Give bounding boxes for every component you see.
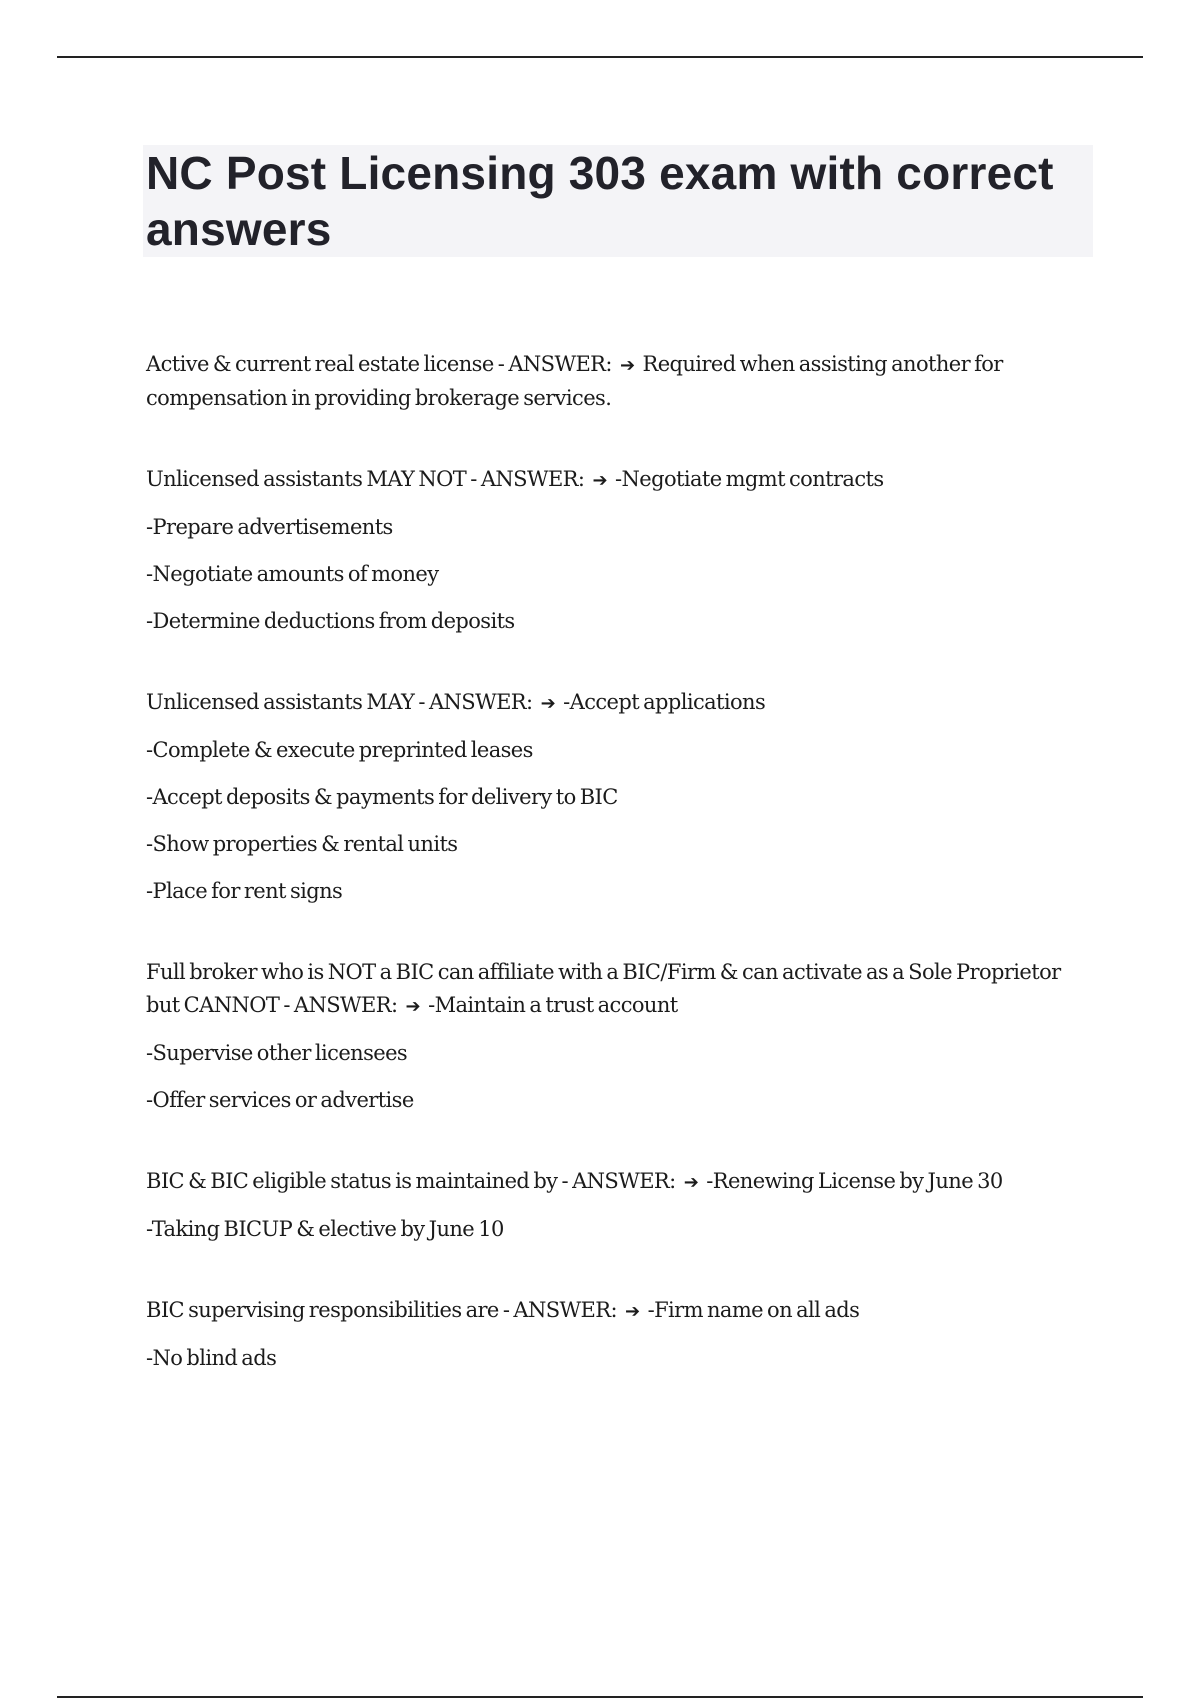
answer-line: -Prepare advertisements — [146, 515, 393, 539]
answer-line: -Negotiate amounts of money — [146, 562, 439, 586]
answer-text: -Maintain a trust account — [428, 993, 678, 1017]
answer-text: -Firm name on all ads — [647, 1298, 860, 1322]
answer-line: -Place for rent signs — [146, 879, 343, 903]
title-block — [143, 145, 1093, 257]
qa-question-line — [146, 463, 1076, 497]
bottom-rule — [57, 1696, 1143, 1698]
arrow-icon: ➔ — [592, 470, 607, 491]
answer-line: -Accept deposits & payments for delivery to BIC — [146, 785, 618, 809]
question-text: Unlicensed assistants MAY - ANSWER: — [146, 690, 533, 714]
answer-line: -Show properties & rental units — [146, 832, 458, 856]
top-rule — [57, 56, 1143, 58]
question-text: Unlicensed assistants MAY NOT - ANSWER: — [146, 467, 585, 491]
answer-line: -Offer services or advertise — [146, 1088, 414, 1112]
qa-item — [146, 1165, 1076, 1246]
qa-question-line — [146, 686, 1076, 720]
arrow-icon: ➔ — [619, 355, 635, 376]
answer-text: -Negotiate mgmt contracts — [615, 467, 884, 491]
qa-item — [146, 686, 1076, 908]
qa-item — [146, 1294, 1076, 1375]
qa-item — [146, 348, 1076, 415]
arrow-icon: ➔ — [683, 1172, 699, 1193]
qa-question-line — [146, 956, 1076, 1023]
answer-line: -Complete & execute preprinted leases — [146, 738, 533, 762]
answer-line: -Supervise other licensees — [146, 1041, 408, 1065]
question-text: BIC supervising responsibilities are - ANSWER: — [146, 1298, 617, 1322]
arrow-icon: ➔ — [625, 1301, 640, 1322]
page-title: NC Post Licensing 303 exam with correct answers — [146, 147, 1054, 255]
qa-question-line — [146, 1294, 1076, 1328]
answer-text: -Renewing License by June 30 — [706, 1169, 1003, 1193]
question-text: BIC & BIC eligible status is maintained by - ANSWER: — [146, 1169, 676, 1193]
answer-text: -Accept applications — [563, 690, 766, 714]
qa-question-line — [146, 348, 1076, 415]
answer-line: -Determine deductions from deposits — [146, 609, 515, 633]
qa-item — [146, 463, 1076, 638]
answer-line: -Taking BICUP & elective by June 10 — [146, 1217, 504, 1241]
arrow-icon: ➔ — [405, 996, 421, 1017]
qa-list — [146, 348, 1076, 1423]
question-text: Full broker who is NOT a BIC can affiliate with a BIC/Firm & can activate as a Sole Proprietor but CANNOT - ANSWER: — [146, 960, 1061, 1017]
question-text: Active & current real estate license - ANSWER: — [146, 352, 612, 376]
qa-question-line — [146, 1165, 1076, 1199]
answer-text: Required when assisting another for compensation in providing brokerage services. — [146, 352, 1003, 410]
qa-item — [146, 956, 1076, 1117]
arrow-icon: ➔ — [540, 693, 556, 714]
answer-line: -No blind ads — [146, 1346, 277, 1370]
